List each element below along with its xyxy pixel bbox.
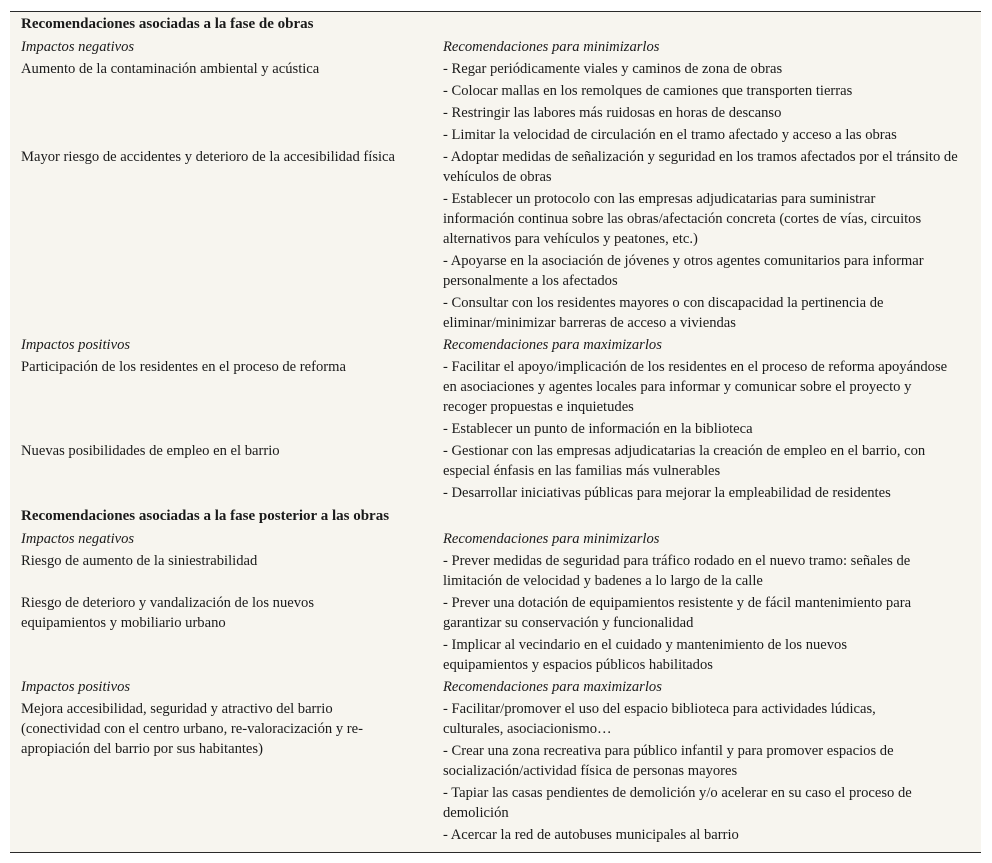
impact-type-label: Impactos negativos bbox=[21, 39, 135, 55]
recommendation-text: - Tapiar las casas pendientes de demolición y/o acelerar en su caso el proceso de demolición bbox=[443, 785, 912, 821]
impact-text: Riesgo de deterioro y vandalización de los nuevos equipamientos y mobiliario urbano bbox=[21, 595, 315, 631]
recommendation-text: - Colocar mallas en los remolques de camiones que transporten tierras bbox=[443, 83, 853, 99]
recommendations-table: Recomendaciones asociadas a la fase de obras Impactos negativos Recomendaciones para minimizarlos Aumento de la contaminación ambiental y acústica - Regar periódicamente viales y caminos de zona de obras - Colocar mallas en los remolques de camiones que transporten tierras - Restringir las labores más ruidosas en horas de descanso - Limitar la velocidad de circulación en el tramo afectado y acceso a las obras Mayor riesgo de accidentes y deterioro de la accesibilidad física - Adoptar medidas de señalización y seguridad en los tramos afectados por el tránsito de vehículos de obras - Establecer un protocolo con las empresas adjudicatarias para suministrar información continua sobre las obras/afectación concreta (cortes de vías, circuitos alternativos para vehículos y peatones, etc.) - Apoyarse en la asociación de jóvenes y otros agentes comunitarios para informar personalmente a los afectados - Consultar con los residentes mayores o con discapacidad la pertinencia de eliminar/minimizar barreras de acceso a viviendas Impactos positivos Recomendaciones para maximizarlos Participación de los residentes en el proceso de reforma - Facilitar el apoyo/implicación de los residentes en el proceso de reforma apoyándose en asociaciones y agentes locales para informar y comunicar sobre el proyecto y recoger propuestas e inquietudes - Establecer un punto de información en la biblioteca Nuevas posibilidades de empleo en el barrio - Gestionar con las empresas adjudicatarias la creación de empleo en el barrio, con especial énfasis en las familias más vulnerables - Desarrollar iniciativas públicas para mejorar la empleabilidad de residentes Recomendaciones asociadas a la fase posterior a las obras Impactos negativos Recomendaciones para minimizarlos Riesgo de aumento de la siniestrabilidad - Prever medidas de seguridad para tráfico rodado en el nuevo tramo: señales de limitación de velocidad y badenes a lo largo de la calle Riesgo de deterioro y vandalización de los nuevos equipamientos y mobiliario urbano - Prever una dotación de equipamientos resistente y de fácil mantenimiento para garantizar su conservación y funcionalidad - Implicar al vecindario en el cuidado y mantenimiento de los nuevos equipamientos y espacios públicos habilitados Impactos positivos Recomendaciones para maximizarlos Mejora accesibilidad, seguridad y atractivo del barrio (conectividad con el centro urbano, re-valoracización y re-apropiación del barrio por sus habitantes) - Facilitar/promover el uso del espacio biblioteca para actividades lúdicas, culturales, asociacionismo… - Crear una zona recreativa para público infantil y para promover espacios de socialización/actividad física de personas mayores - Tapiar las casas pendientes de demolición y/o acelerar en su caso el proceso de demolición - Acercar la red de autobuses municipales al barrio bbox=[10, 11, 981, 853]
recommendation-text: - Apoyarse en la asociación de jóvenes y otros agentes comunitarios para informar personalmente a los afectados bbox=[443, 253, 924, 289]
recommendation-text: - Establecer un protocolo con las empresas adjudicatarias para suministrar información continua sobre las obras/afectación concreta (cortes de vías, circuitos alternativos para vehículos y peatones, etc.) bbox=[443, 191, 922, 247]
recommendation-text: - Limitar la velocidad de circulación en el tramo afectado y acceso a las obras bbox=[443, 127, 897, 143]
impact-type-label: Impactos negativos bbox=[21, 531, 135, 547]
impact-text: Participación de los residentes en el proceso de reforma bbox=[21, 359, 346, 375]
recommendation-type-label: Recomendaciones para minimizarlos bbox=[443, 531, 660, 547]
recommendation-text: - Acercar la red de autobuses municipales al barrio bbox=[443, 827, 739, 843]
impact-text: Aumento de la contaminación ambiental y acústica bbox=[21, 61, 320, 77]
recommendation-text: - Crear una zona recreativa para público infantil y para promover espacios de socialización/actividad física de personas mayores bbox=[443, 743, 894, 779]
recommendation-text: - Facilitar el apoyo/implicación de los residentes en el proceso de reforma apoyándose en asociaciones y agentes locales para informar y comunicar sobre el proyecto y recoger propuestas e inquietudes bbox=[443, 359, 948, 415]
recommendation-text: - Consultar con los residentes mayores o con discapacidad la pertinencia de eliminar/minimizar barreras de acceso a viviendas bbox=[443, 295, 884, 331]
recommendation-text: - Prever una dotación de equipamientos resistente y de fácil mantenimiento para garantizar su conservación y funcionalidad bbox=[443, 595, 912, 631]
recommendation-text: - Establecer un punto de información en la biblioteca bbox=[443, 421, 753, 437]
recommendation-text: - Adoptar medidas de señalización y seguridad en los tramos afectados por el tránsito de vehículos de obras bbox=[443, 149, 958, 185]
impact-text: Mayor riesgo de accidentes y deterioro de la accesibilidad física bbox=[21, 149, 396, 165]
recommendation-text: - Prever medidas de seguridad para tráfico rodado en el nuevo tramo: señales de limitación de velocidad y badenes a lo largo de la calle bbox=[443, 553, 911, 589]
recommendation-text: - Gestionar con las empresas adjudicatarias la creación de empleo en el barrio, con especial énfasis en las familias más vulnerables bbox=[443, 443, 926, 479]
recommendation-type-label: Recomendaciones para maximizarlos bbox=[443, 337, 662, 353]
impact-text: Riesgo de aumento de la siniestrabilidad bbox=[21, 553, 258, 569]
recommendation-text: - Desarrollar iniciativas públicas para mejorar la empleabilidad de residentes bbox=[443, 485, 891, 501]
recommendation-text: - Regar periódicamente viales y caminos de zona de obras bbox=[443, 61, 783, 77]
recommendation-type-label: Recomendaciones para minimizarlos bbox=[443, 39, 660, 55]
impact-text: Nuevas posibilidades de empleo en el barrio bbox=[21, 443, 280, 459]
recommendation-text: - Implicar al vecindario en el cuidado y mantenimiento de los nuevos equipamientos y espacios públicos habilitados bbox=[443, 637, 848, 673]
recommendation-text: - Restringir las labores más ruidosas en horas de descanso bbox=[443, 105, 782, 121]
impact-type-label: Impactos positivos bbox=[21, 337, 131, 353]
impact-text: Mejora accesibilidad, seguridad y atractivo del barrio (conectividad con el centro urbano, re-valoracización y re-apropiación del barrio por sus habitantes) bbox=[21, 701, 363, 757]
recommendation-text: - Facilitar/promover el uso del espacio biblioteca para actividades lúdicas, culturales, asociacionismo… bbox=[443, 701, 876, 737]
recommendation-type-label: Recomendaciones para maximizarlos bbox=[443, 679, 662, 695]
impact-type-label: Impactos positivos bbox=[21, 679, 131, 695]
